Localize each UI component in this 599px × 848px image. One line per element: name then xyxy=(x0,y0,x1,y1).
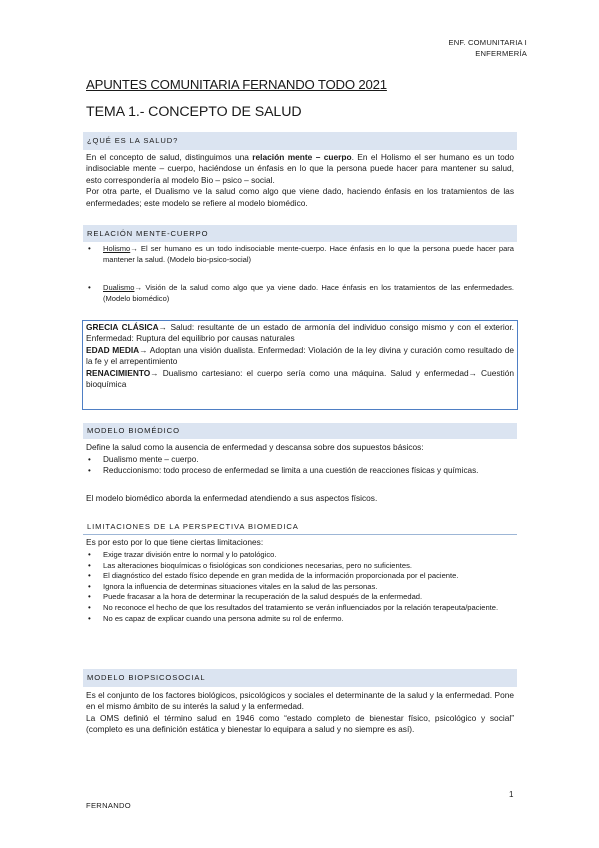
history-greece xyxy=(86,322,514,345)
relacion-list xyxy=(86,244,514,304)
header-course: ENF. COMUNITARIA I xyxy=(448,38,527,47)
list-item xyxy=(86,244,514,265)
biomedico-closing: El modelo biomédico aborda la enfermedad atendiendo a sus aspectos físicos. xyxy=(86,493,378,503)
biopsico-p2: La OMS definió el término salud en 1946 como “estado completo de bienestar físico, psicológico y social” (completo es una definición estática y bienestar lo equipara a salud y no siempre es así). xyxy=(86,712,514,735)
section-heading-limitaciones: LIMITACIONES DE LA PERSPECTIVA BIOMEDICA xyxy=(83,519,517,535)
salud-p1-start: En el concepto de salud, distinguimos una xyxy=(86,152,253,162)
salud-paragraph xyxy=(86,152,514,209)
list-item: • Las alteraciones bioquímicas o fisiológicas son condiciones necesarias, pero no suficientes. xyxy=(86,561,514,572)
list-item: • Reduccionismo: todo proceso de enfermedad se limita a una cuestión de reacciones físicas y químicas. xyxy=(86,466,514,477)
term-holismo: Holismo xyxy=(103,244,131,253)
salud-p1-bold: relación mente – cuerpo xyxy=(252,152,352,162)
section-heading-biomedico: MODELO BIOMÉDICO xyxy=(83,423,517,439)
list-item: • Puede fracasar a la hora de determinar la recuperación de la salud después de la enfermedad. xyxy=(86,592,514,603)
history-middle-ages xyxy=(86,345,514,368)
page-number: 1 xyxy=(509,790,514,799)
section-heading-salud: ¿QUÉ ES LA SALUD? xyxy=(83,132,517,150)
list-item xyxy=(86,283,514,304)
limitaciones-intro: Es por esto por lo que tiene ciertas limitaciones: xyxy=(86,537,264,547)
page-footer: FERNANDO xyxy=(86,801,132,810)
list-item: • Exige trazar división entre lo normal y lo patológico. xyxy=(86,550,514,561)
list-item: • Dualismo mente – cuerpo. xyxy=(86,455,514,466)
biomedico-intro: Define la salud como la ausencia de enfermedad y descansa sobre dos supuestos básicos: xyxy=(86,442,424,452)
chapter-title: TEMA 1.- CONCEPTO DE SALUD xyxy=(86,104,302,120)
biopsico-paragraph xyxy=(86,690,514,736)
history-term: GRECIA CLÁSICA→ xyxy=(86,322,168,332)
biopsico-p1: Es el conjunto de los factores biológicos, psicológicos y sociales el determinante de la salud y la enfermedad. Pone en el mismo ámbito de su interés la salud y la enfermedad. xyxy=(86,690,514,712)
salud-p1-end: . En el Holismo el ser humano es un todo indisociable mente – cuerpo, haciéndose un énfasis en lo que la persona puede hacer para mantener su salud, esto correspondería al modelo Bio – psico – social. xyxy=(86,152,514,185)
biomedico-list xyxy=(86,455,514,476)
running-header xyxy=(448,37,527,59)
history-renaissance xyxy=(86,368,514,391)
term-dualismo: Dualismo xyxy=(103,283,135,293)
list-item: • No reconoce el hecho de que los resultados del tratamiento se verán influenciados por la relación terapeuta/paciente. xyxy=(86,603,514,614)
holismo-text: → El ser humano es un todo indisociable mente-cuerpo. Hace énfasis en lo que la persona puede hacer para mantener la salud. (Modelo bio-psico-social) xyxy=(103,244,514,264)
limitaciones-list xyxy=(86,550,514,624)
list-item: • No es capaz de explicar cuando una persona admite su rol de enfermo. xyxy=(86,614,514,625)
list-item: • El diagnóstico del estado físico depende en gran medida de la información proporcionada por el paciente. xyxy=(86,571,514,582)
list-item: • Ignora la influencia de determinas situaciones vitales en la salud de las personas. xyxy=(86,582,514,593)
history-term: RENACIMIENTO→ xyxy=(86,367,159,378)
section-heading-biopsicosocial: MODELO BIOPSICOSOCIAL xyxy=(83,669,517,687)
history-desc: Dualismo cartesiano: el cuerpo sería como una máquina. Salud y enfermedad→ Cuestión bioquímica xyxy=(86,367,514,390)
history-desc: Adoptan una visión dualista. Enfermedad: Violación de la ley divina y curación como resultado de la fe y el arrepentimiento xyxy=(86,344,514,367)
history-desc: Salud: resultante de un estado de armonía del individuo consigo mismo y con el exterior. Enfermedad: Ruptura del equilibrio por causas naturales xyxy=(86,322,514,344)
history-text xyxy=(86,322,514,390)
salud-p2: Por otra parte, el Dualismo ve la salud como algo que viene dado, haciendo énfasis en los tratamientos de las enfermedades; este modelo se refiere al modelo biomédico. xyxy=(86,186,514,208)
document-title: APUNTES COMUNITARIA FERNANDO TODO 2021 xyxy=(86,77,387,92)
history-term: EDAD MEDIA→ xyxy=(86,344,148,355)
header-degree: ENFERMERÍA xyxy=(475,49,527,58)
section-heading-relacion: RELACIÓN MENTE-CUERPO xyxy=(83,225,517,242)
dualismo-text: → Visión de la salud como algo que ya viene dado. Hace énfasis en los tratamientos de las enfermedades. (Modelo biomédico) xyxy=(103,283,514,303)
